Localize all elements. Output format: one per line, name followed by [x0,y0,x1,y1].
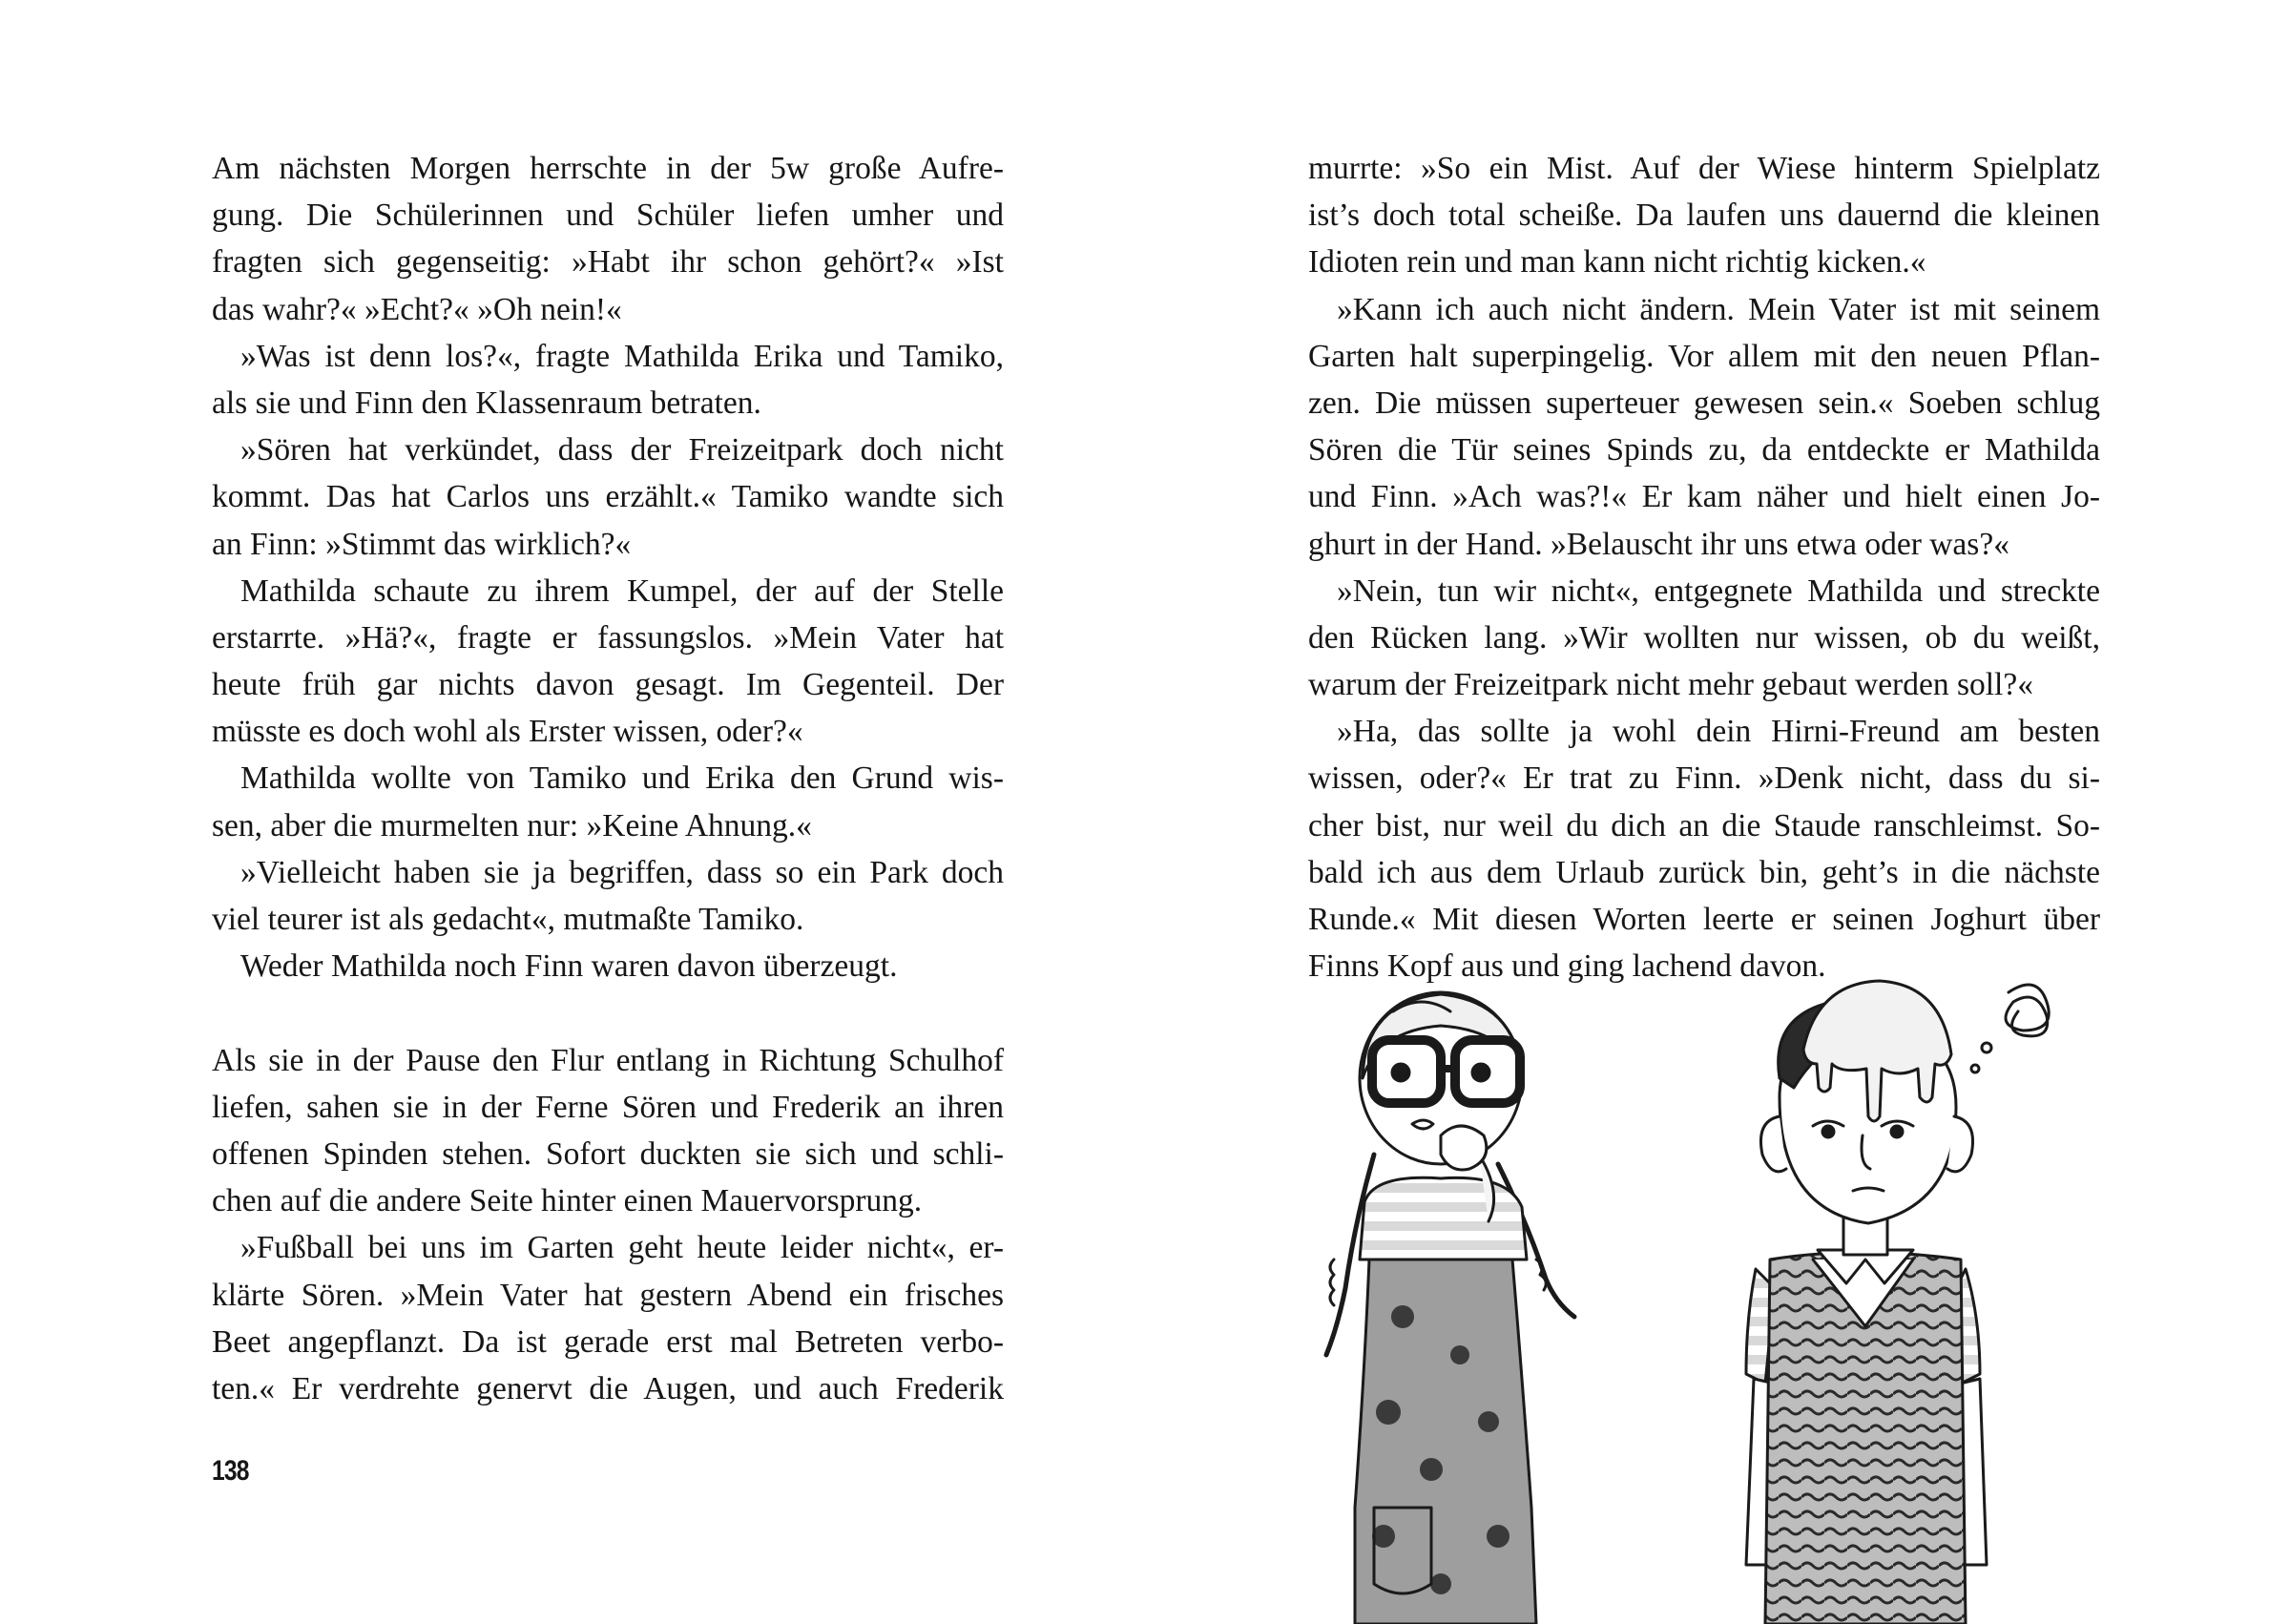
paragraph [212,145,1004,333]
paragraph [212,943,1004,989]
text-line: Finns Kopf aus und ging lachend davon. [1308,948,1826,985]
text-line: Am nächsten Morgen herrschte in der 5w große Aufre- [212,151,1004,186]
text-line: ten.« Er verdrehte genervt die Augen, und auch Frederik [212,1370,1004,1406]
text-line: Beet angepflanzt. Da ist gerade erst mal Betreten verbo- [212,1323,1004,1360]
text-line: offenen Spinden stehen. Sofort duckten sie sich und schli- [212,1135,1004,1172]
text-line: warum der Freizeitpark nicht mehr gebaut werden soll?« [1308,667,2033,703]
text-line: Als sie in der Pause den Flur entlang in Richtung Schulhof [212,1042,1004,1078]
section-break [212,989,1004,1036]
paragraph [212,1037,1004,1225]
text-line: »Nein, tun wir nicht«, entgegnete Mathilda und streckte [1337,573,2100,609]
text-line: ghurt in der Hand. »Belauscht ihr uns etwa oder was?« [1308,526,2009,562]
paragraph [212,755,1004,848]
text-line: kommt. Das hat Carlos uns erzählt.« Tamiko wandte sich [212,479,1004,515]
girl-figure [1326,992,1574,1624]
text-line: viel teurer ist als gedacht«, mutmaßte Tamiko. [212,902,804,937]
text-line: Sören die Tür seines Spinds zu, da entdeckte er Mathilda [1308,432,2100,468]
text-line: »Vielleicht haben sie ja begriffen, dass so ein Park doch [240,854,1004,890]
paragraph [212,568,1004,756]
text-line: müsste es doch wohl als Erster wissen, oder?« [212,714,803,750]
text-line: wissen, oder?« Er trat zu Finn. »Denk nicht, dass du si- [1308,760,2100,797]
text-line: »Kann ich auch nicht ändern. Mein Vater ist mit seinem [1337,291,2100,327]
left-page-text [212,145,1004,1412]
text-line: das wahr?« »Echt?« »Oh nein!« [212,291,622,327]
text-line: fragten sich gegenseitig: »Habt ihr schon gehört?« »Ist [212,244,1004,281]
paragraph [1308,145,2100,286]
text-line: Garten halt superpingelig. Vor allem mit den neuen Pflan- [1308,338,2100,374]
paragraph [212,1224,1004,1412]
text-line: an Finn: »Stimmt das wirklich?« [212,526,632,562]
text-line: klärte Sören. »Mein Vater hat gestern Abend ein frisches [212,1277,1004,1313]
paragraph [1308,568,2100,709]
text-line: »Fußball bei uns im Garten geht heute leider nicht«, er- [240,1230,1004,1266]
paragraph [1308,286,2100,568]
illustration-mathilda-and-finn [1298,973,2137,1624]
text-line: »Was ist denn los?«, fragte Mathilda Erika und Tamiko, [240,338,1004,374]
text-line: murrte: »So ein Mist. Auf der Wiese hinterm Spielplatz [1308,151,2100,186]
text-line: Mathilda schaute zu ihrem Kumpel, der auf der Stelle [240,573,1004,609]
text-line: heute früh gar nichts davon gesagt. Im Gegenteil. Der [212,667,1004,703]
text-line: zen. Die müssen superteuer gewesen sein.« Soeben schlug [1308,385,2100,421]
text-line: ist’s doch total scheiße. Da laufen uns dauernd die kleinen [1308,198,2100,234]
text-line: erstarrte. »Hä?«, fragte er fassungslos. »Mein Vater hat [212,619,1004,656]
text-line: chen auf die andere Seite hinter einen Mauervorsprung. [212,1183,923,1219]
text-line: Runde.« Mit diesen Worten leerte er seinen Joghurt über [1308,902,2100,937]
boy-figure [1746,981,2049,1624]
page-number: 138 [212,1455,249,1487]
paragraph [1308,708,2100,989]
text-line: und Finn. »Ach was?!« Er kam näher und hielt einen Jo- [1308,479,2100,515]
text-line: sen, aber die murmelten nur: »Keine Ahnung.« [212,807,812,843]
text-line: bald ich aus dem Urlaub zurück bin, geht’s in die nächste [1308,854,2100,890]
text-line: »Sören hat verkündet, dass der Freizeitpark doch nicht [240,432,1004,468]
paragraph [212,333,1004,427]
text-line: cher bist, nur weil du dich an die Staude ranschleimst. So- [1308,807,2100,843]
text-line: gung. Die Schülerinnen und Schüler liefen umher und [212,198,1004,234]
text-line: Weder Mathilda noch Finn waren davon überzeugt. [240,948,898,985]
text-line: als sie und Finn den Klassenraum betraten. [212,385,761,421]
text-line: »Ha, das sollte ja wohl dein Hirni-Freund am besten [1337,714,2100,750]
text-line: Mathilda wollte von Tamiko und Erika den Grund wis- [240,760,1004,797]
paragraph [212,849,1004,943]
paragraph [212,427,1004,568]
text-line: Idioten rein und man kann nicht richtig kicken.« [1308,244,1926,281]
text-line: den Rücken lang. »Wir wollten nur wissen, ob du weißt, [1308,619,2100,656]
right-page-text [1308,145,2100,989]
text-line: liefen, sahen sie in der Ferne Sören und Frederik an ihren [212,1089,1004,1125]
